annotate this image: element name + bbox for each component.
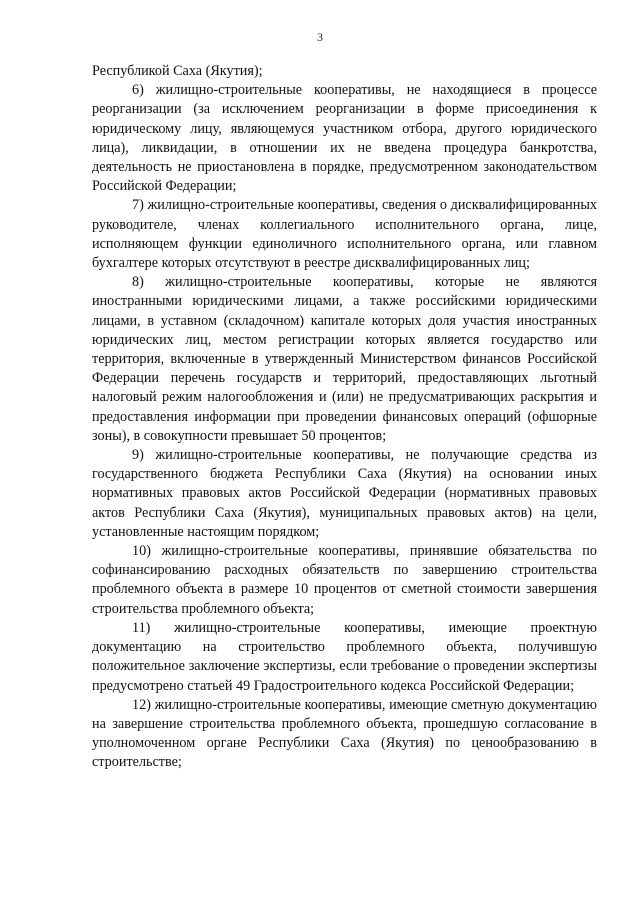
paragraph-item-9: 9) жилищно-строительные кооперативы, не получающие средства из государственного бюджета Республики Саха (Якутия) на основании иных нормативных правовых актов Российской Федерации (нормативных правовых актов Республики Саха (Якутия), муниципальных правовых актов) на цели, установленные настоящим порядком; [92, 447, 597, 540]
paragraph-continuation: Республикой Саха (Якутия); [92, 63, 263, 79]
paragraph-item-11: 11) жилищно-строительные кооперативы, имеющие проектную документацию на строительство проблемного объекта, получившую положительное заключение экспертизы, если требование о проведении экспертизы предусмотрено статьей 49 Градостроительного кодекса Российской Федерации; [92, 619, 597, 694]
document-body [92, 62, 597, 773]
paragraph-item-10: 10) жилищно-строительные кооперативы, принявшие обязательства по софинансированию расходных обязательств по завершению строительства проблемного объекта в размере 10 процентов от сметной стоимости завершения строительства проблемного объекта; [92, 543, 597, 617]
page-number: 3 [317, 30, 323, 44]
paragraph-item-12: 12) жилищно-строительные кооперативы, имеющие сметную документацию на завершение строительства проблемного объекта, прошедшую согласование в уполномоченном органе Республики Саха (Якутия) по ценообразованию в строительстве; [92, 696, 597, 771]
paragraph-item-8: 8) жилищно-строительные кооперативы, которые не являются иностранными юридическими лицами, а также российскими юридическими лицами, в уставном (складочном) капитале которых доля участия иностранных юридических лиц, местом регистрации которых является государство или территория, включенные в утвержденный Министерством финансов Российской Федерации перечень государств и территорий, предоставляющих льготный налоговый режим налогообложения и (или) не предусматривающих раскрытия и предоставления информации при проведении финансовых операций (офшорные зоны), в совокупности превышает 50 процентов; [92, 274, 597, 444]
paragraph-item-7: 7) жилищно-строительные кооперативы, сведения о дисквалифицированных руководителе, членах коллегиального исполнительного органа, лице, исполняющем функции единоличного исполнительного органа, или главном бухгалтере которых отсутствуют в реестре дисквалифицированных лиц; [92, 197, 597, 272]
paragraph-item-6: 6) жилищно-строительные кооперативы, не находящиеся в процессе реорганизации (за исключением реорганизации в форме присоединения к юридическому лицу, являющемуся участником отбора, другого юридического лица), ликвидации, в отношении их не введена процедура банкротства, деятельность не приостановлена в порядке, предусмотренном законодательством Российской Федерации; [92, 82, 597, 195]
